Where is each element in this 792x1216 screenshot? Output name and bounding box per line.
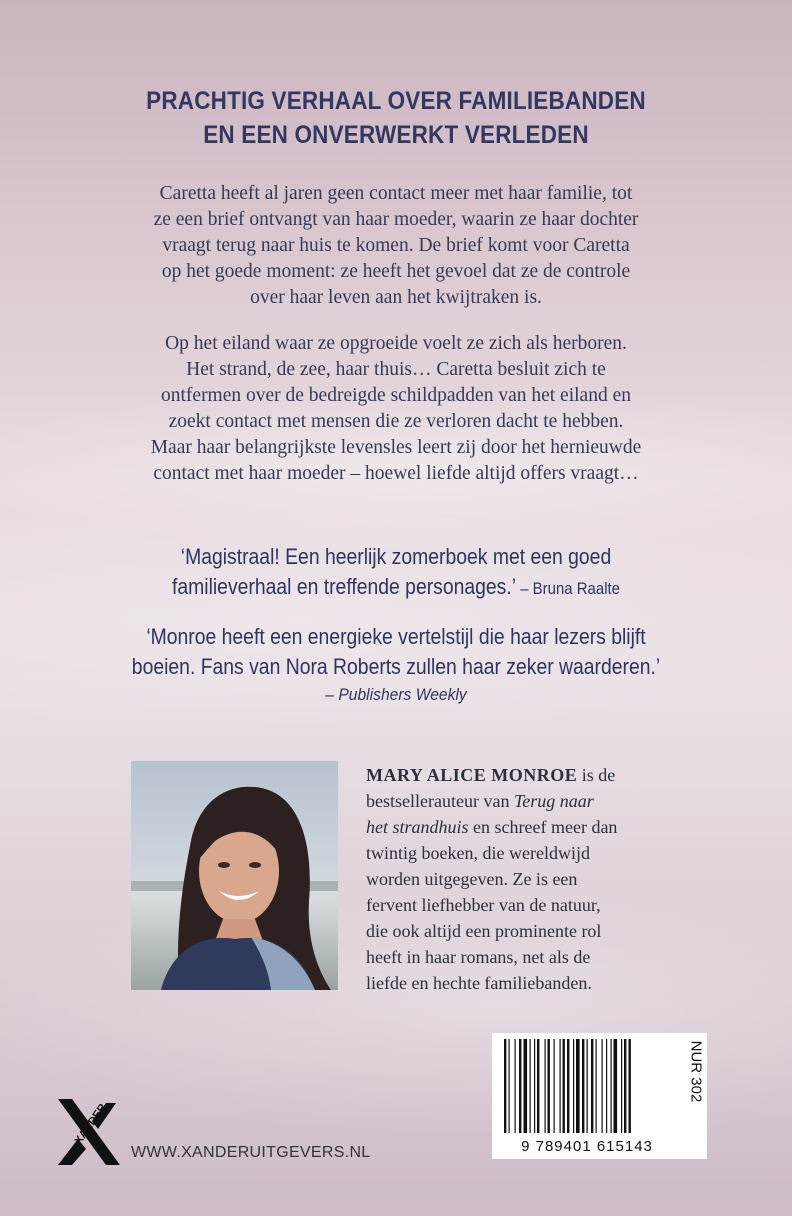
bio-text: is de [577,765,616,785]
barcode-bar [587,1039,588,1133]
book-title: Terug naar [513,791,594,811]
barcode-bar [504,1039,506,1133]
bio-line [366,788,676,814]
barcode-bar [624,1039,626,1133]
blurb-line: Maar haar belangrijkste levensles leert zij door het hernieuwde [150,437,642,458]
barcode-bar [582,1039,584,1133]
bio-line [366,814,676,840]
barcode-bar [602,1039,603,1133]
barcode-bar [629,1039,631,1133]
quote-line: boeien. Fans van Nora Roberts zullen haar zeker waarderen.’ [131,654,661,679]
barcode-bar [611,1039,612,1133]
bio-line: worden uitgegeven. Ze is een [366,869,578,889]
quote-dash: – [325,685,339,704]
barcode-bar [596,1039,597,1133]
blurb-line: zoekt contact met mensen die ze verloren dacht te hebben. [168,411,624,432]
blurb-line: Op het eiland waar ze opgroeide voelt ze zich als herboren. [165,333,627,354]
blurb-line: Caretta heeft al jaren geen contact meer met haar familie, tot [159,183,633,204]
headline [40,84,753,152]
barcode-bar [591,1039,593,1133]
publisher-url[interactable]: WWW.XANDERUITGEVERS.NL [131,1144,371,1161]
author-photo [131,761,338,990]
quote-text: familieverhaal en treffende personages.’ [171,574,517,599]
headline-line-1: PRACHTIG VERHAAL OVER FAMILIEBANDEN [146,87,646,115]
book-title: het strandhuis [366,817,469,837]
isbn-number: 9 789401 615143 [521,1138,653,1155]
barcode-bar [524,1039,528,1133]
quote-source: – Bruna Raalte [516,579,621,598]
author-name: MARY ALICE MONROE [366,765,578,785]
review-quote-2 [0,622,792,708]
barcode-bar [567,1039,569,1133]
barcode-bar [545,1039,546,1133]
barcode [502,1039,682,1139]
blurb-paragraph-1 [0,181,792,311]
barcode-box [492,1033,707,1159]
barcode-bar [614,1039,618,1133]
bio-line: fervent liefhebber van de natuur, [366,895,601,915]
barcode-bar [519,1039,521,1133]
bio-text: en schreef meer dan [468,817,618,837]
quote-source: Publishers Weekly [338,685,467,704]
xander-logo-icon [58,1099,120,1165]
barcode-bar [548,1039,550,1133]
barcode-bar [530,1039,531,1133]
xander-logo [58,1099,120,1165]
barcode-bar [515,1039,516,1133]
barcode-bar [573,1039,574,1133]
review-quote-1 [0,542,792,604]
quote-line [48,572,745,604]
barcode-bar [509,1039,510,1133]
author-portrait-illustration [131,761,338,990]
barcode-bar [563,1039,565,1133]
quote-line: ‘Monroe heeft een energieke vertelstijl die haar lezers blijft [146,624,646,649]
blurb-line: contact met haar moeder – hoewel liefde altijd offers vraagt… [153,463,639,484]
nur-code: NUR 302 [687,1040,705,1103]
barcode-bar [537,1039,539,1133]
barcode-bar [606,1039,607,1133]
barcode-bar [534,1039,535,1133]
blurb-line: over haar leven aan het kwijtraken is. [250,287,542,308]
bio-line: liefde en hechte familiebanden. [366,973,592,993]
blurb-line: ze een brief ontvangt van haar moeder, waarin ze haar dochter [153,209,639,230]
bio-line: twintig boeken, die wereldwijd [366,843,590,863]
blurb-line: ontfermen over de bedreigde schildpadden van het eiland en [161,385,631,406]
quote-line: ‘Magistraal! Een heerlijk zomerboek met een goed [180,544,612,569]
blurb-line: vraagt terug naar huis te komen. De brief komt voor Caretta [162,235,630,256]
barcode-bar [576,1039,580,1133]
blurb-line: Het strand, de zee, haar thuis… Caretta besluit zich te [186,359,606,380]
barcode-bar [560,1039,561,1133]
author-bio [366,762,676,996]
headline-line-2: EN EEN ONVERWERKT VERLEDEN [203,121,589,149]
logo-wordmark: XANDER [72,1101,110,1147]
blurb-paragraph-2 [0,331,792,487]
bio-line: die ook altijd een prominente rol [366,921,602,941]
barcode-bar [621,1039,622,1133]
bio-line: heeft in haar romans, net als de [366,947,591,967]
blurb-line: op het goede moment: ze heeft het gevoel dat ze de controle [161,261,631,282]
quote-attribution [32,682,761,708]
barcode-bar [554,1039,555,1133]
bio-text: bestsellerauteur van [366,791,514,811]
bio-line [366,762,676,788]
